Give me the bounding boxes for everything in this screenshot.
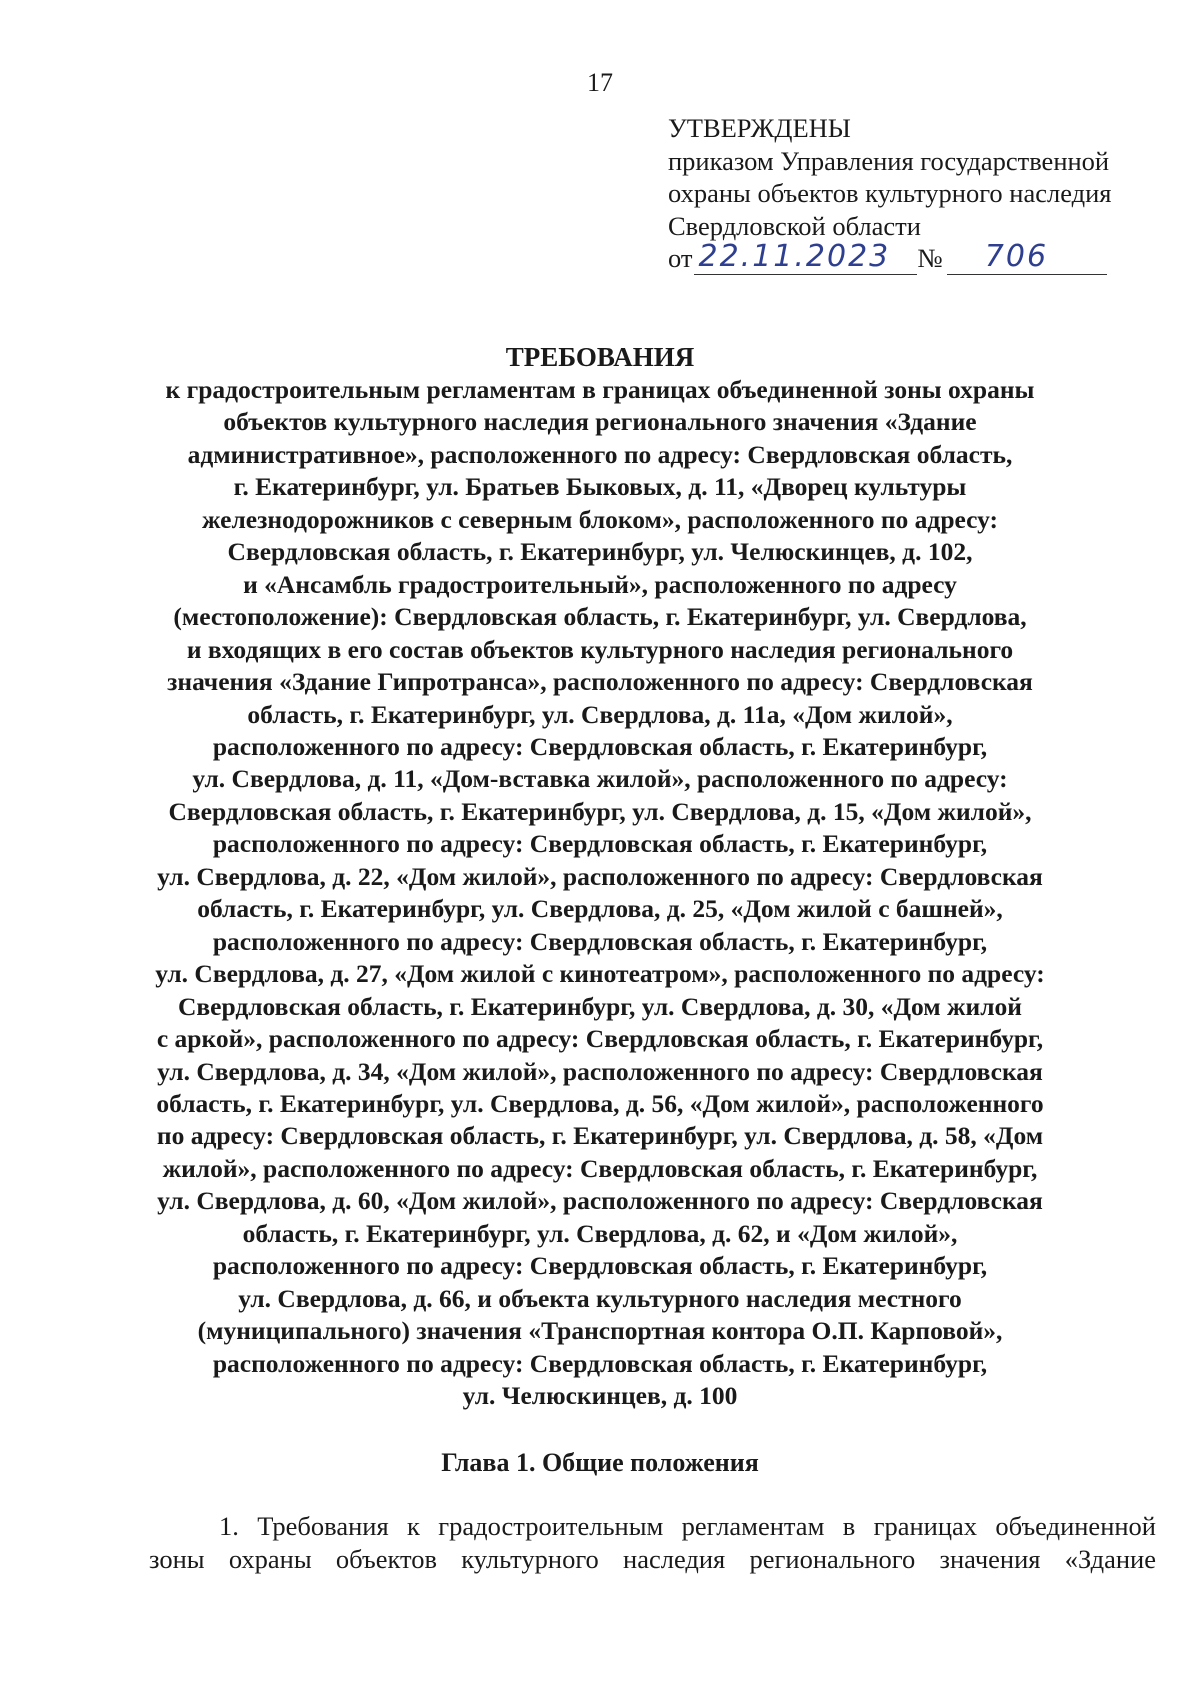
subtitle-line: область, г. Екатеринбург, ул. Свердлова, д. 56, «Дом жилой», расположенного xyxy=(156,1088,1044,1118)
body-line: зоны охраны объектов культурного наследия регионального значения «Здание xyxy=(149,1543,1156,1574)
approval-line-2: охраны объектов культурного наследия xyxy=(668,178,1112,208)
approval-heading: УТВЕРЖДЕНЫ xyxy=(668,113,851,143)
document-title: ТРЕБОВАНИЯ xyxy=(505,342,695,372)
subtitle-line: ул. Свердлова, д. 22, «Дом жилой», расположенного по адресу: Свердловская xyxy=(157,861,1043,891)
subtitle-line: значения «Здание Гипротранса», расположенного по адресу: Свердловская xyxy=(167,667,1033,697)
subtitle-line: область, г. Екатеринбург, ул. Свердлова, д. 62, и «Дом жилой», xyxy=(242,1218,958,1248)
date-field xyxy=(694,238,917,275)
number-field xyxy=(947,238,1107,275)
subtitle-line: Свердловская область, г. Екатеринбург, ул. Свердлова, д. 15, «Дом жилой», xyxy=(168,796,1032,826)
subtitle-line: и «Ансамбль градостроительный», расположенного по адресу xyxy=(243,569,957,599)
subtitle-line: (местоположение): Свердловская область, г. Екатеринбург, ул. Свердлова, xyxy=(173,602,1027,632)
subtitle-line: ул. Челюскинцев, д. 100 xyxy=(462,1381,738,1411)
approval-date-number-row xyxy=(668,238,1168,275)
subtitle-line: расположенного по адресу: Свердловская область, г. Екатеринбург, xyxy=(212,731,988,761)
handwritten-number: 706 xyxy=(984,238,1049,274)
subtitle-line: расположенного по адресу: Свердловская область, г. Екатеринбург, xyxy=(212,1348,988,1378)
subtitle-line: по адресу: Свердловская область, г. Екатеринбург, ул. Свердлова, д. 58, «Дом xyxy=(156,1121,1044,1151)
subtitle-line: с аркой», расположенного по адресу: Свердловская область, г. Екатеринбург, xyxy=(156,1024,1044,1054)
subtitle-line: ул. Свердлова, д. 66, и объекта культурного наследия местного xyxy=(238,1283,962,1313)
approval-line-1: приказом Управления государственной xyxy=(668,145,1110,176)
body-line: 1. Требования к градостроительным регламентам в границах объединенной xyxy=(219,1511,1156,1541)
subtitle-line: ул. Свердлова, д. 11, «Дом-вставка жилой», расположенного по адресу: xyxy=(192,764,1008,794)
subtitle-line: расположенного по адресу: Свердловская область, г. Екатеринбург, xyxy=(212,829,988,859)
subtitle-line: ул. Свердлова, д. 60, «Дом жилой», расположенного по адресу: Свердловская xyxy=(157,1186,1043,1216)
handwritten-date: 22.11.2023 xyxy=(698,238,891,274)
approval-stamp xyxy=(668,112,1168,275)
subtitle-line: и входящих в его состав объектов культурного наследия регионального xyxy=(186,634,1014,664)
approval-line-3: Свердловской области xyxy=(668,210,921,241)
body-paragraph xyxy=(149,1510,1156,1575)
subtitle-line: железнодорожников с северным блоком», расположенного по адресу: xyxy=(201,504,999,534)
subtitle-line: Свердловская область, г. Екатеринбург, ул. Свердлова, д. 30, «Дом жилой xyxy=(178,991,1022,1021)
subtitle-line: ул. Свердлова, д. 34, «Дом жилой», расположенного по адресу: Свердловская xyxy=(157,1056,1043,1086)
subtitle-line: к градостроительным регламентам в границах объединенной зоны охраны xyxy=(165,375,1035,404)
subtitle-line: область, г. Екатеринбург, ул. Свердлова, д. 25, «Дом жилой с башней», xyxy=(197,894,1003,924)
subtitle-line: объектов культурного наследия регионального значения «Здание xyxy=(223,407,977,437)
subtitle-line: г. Екатеринбург, ул. Братьев Быковых, д. 11, «Дворец культуры xyxy=(233,472,967,502)
subtitle-line: административное», расположенного по адресу: Свердловская область, xyxy=(187,439,1013,469)
subtitle-line: область, г. Екатеринбург, ул. Свердлова, д. 11а, «Дом жилой», xyxy=(247,699,953,729)
subtitle-line: ул. Свердлова, д. 27, «Дом жилой с кинотеатром», расположенного по адресу: xyxy=(155,959,1045,989)
page-number: 17 xyxy=(587,68,613,97)
document-subtitle xyxy=(130,374,1070,1413)
number-prefix: № xyxy=(917,243,943,273)
document-title-block xyxy=(130,340,1070,1413)
subtitle-line: Свердловская область, г. Екатеринбург, ул. Челюскинцев, д. 102, xyxy=(227,537,973,567)
subtitle-line: расположенного по адресу: Свердловская область, г. Екатеринбург, xyxy=(212,1251,988,1281)
chapter-heading: Глава 1. Общие положения xyxy=(441,1448,759,1477)
subtitle-line: жилой», расположенного по адресу: Свердловская область, г. Екатеринбург, xyxy=(162,1153,1038,1183)
subtitle-line: расположенного по адресу: Свердловская область, г. Екатеринбург, xyxy=(212,926,988,956)
date-prefix: от xyxy=(668,243,693,273)
subtitle-line: (муниципального) значения «Транспортная контора О.П. Карповой», xyxy=(197,1316,1003,1346)
